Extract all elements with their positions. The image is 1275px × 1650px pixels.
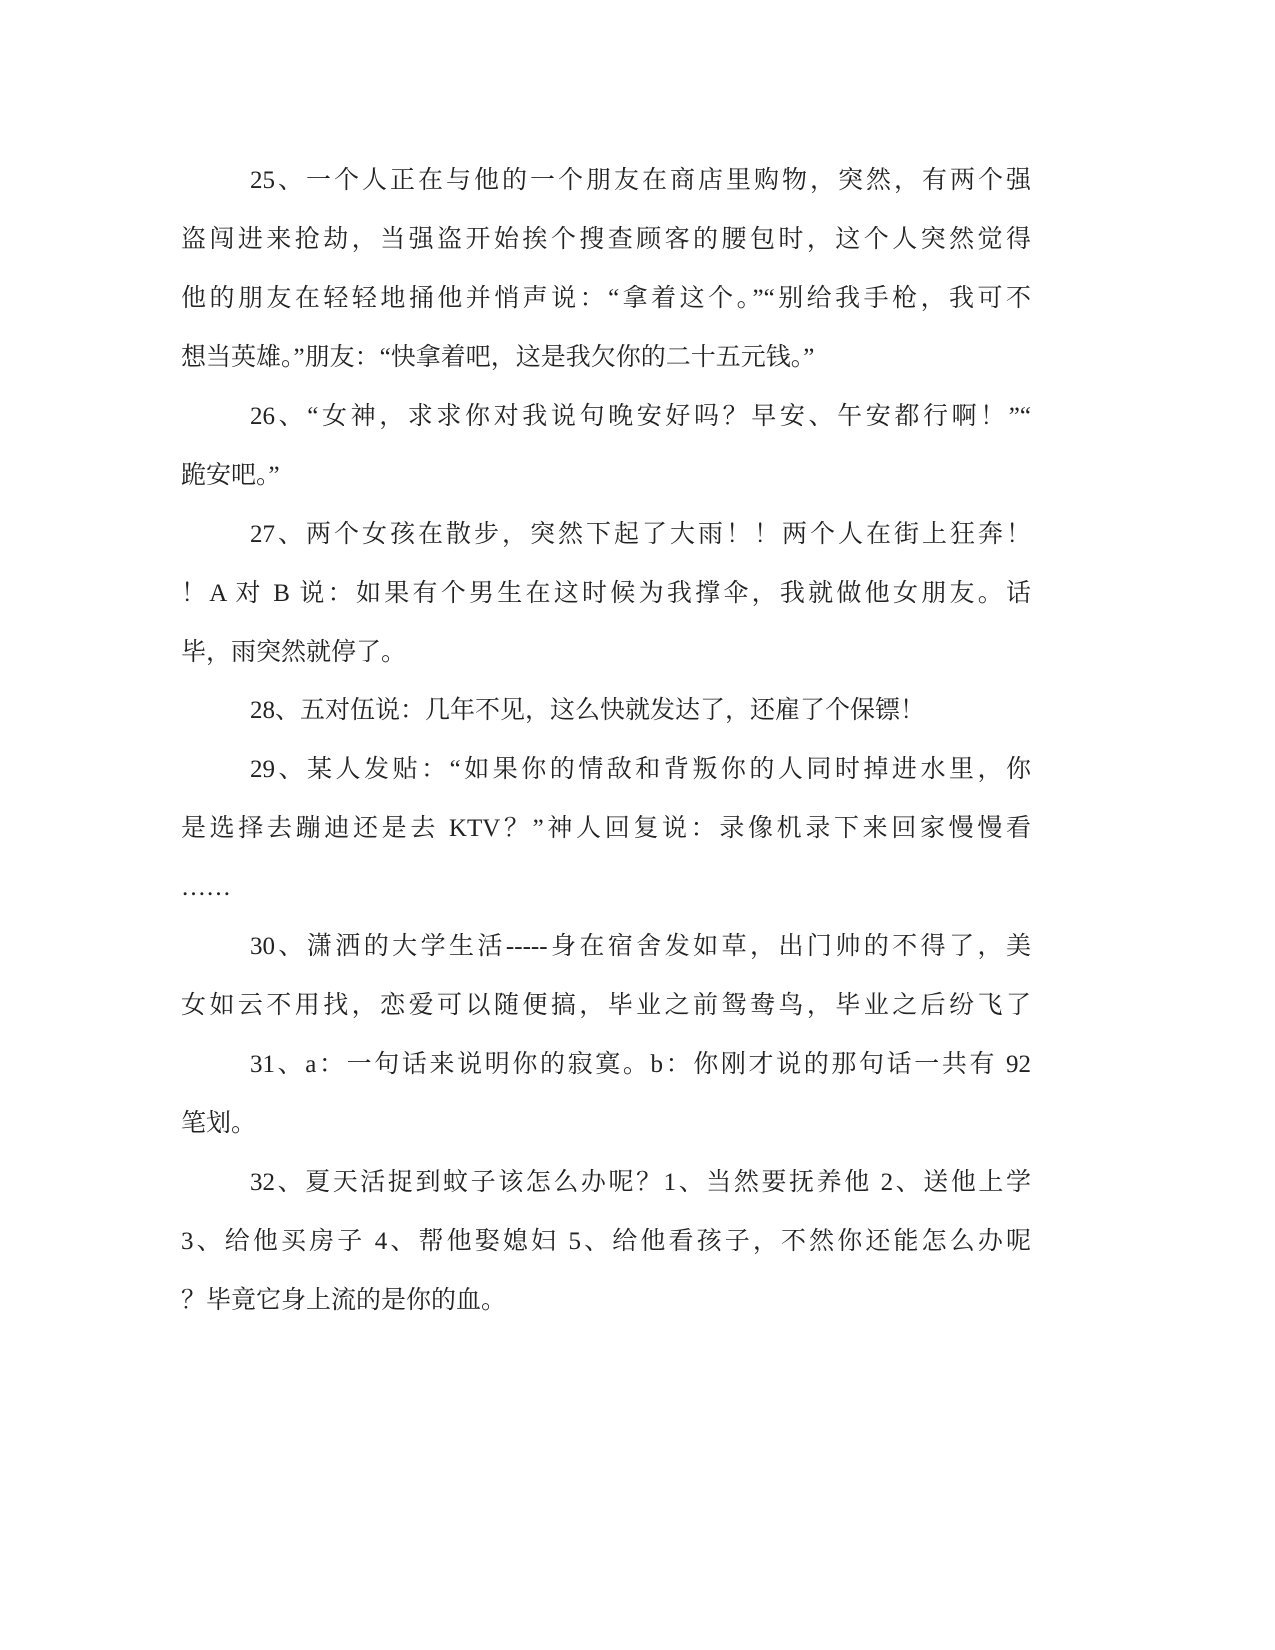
text-line: 26、“女神，求求你对我说句晚安好吗？早安、午安都行啊！”“: [250, 402, 1031, 430]
document-body: [181, 152, 1031, 1331]
text-line: 32、夏天活捉到蚊子该怎么办呢？1、当然要抚养他 2、送他上学: [250, 1168, 1031, 1196]
text-line: 29、某人发贴：“如果你的情敌和背叛你的人同时掉进水里，你: [250, 756, 1031, 784]
text-line: 28、五对伍说：几年不见，这么快就发达了，还雇了个保镖！: [250, 697, 926, 725]
text-line: 31、a：一句话来说明你的寂寞。b：你刚才说的那句话一共有 92: [250, 1051, 1031, 1079]
text-line: 27、两个女孩在散步，突然下起了大雨！！两个人在街上狂奔！: [250, 520, 1031, 548]
paragraph: [181, 741, 1031, 918]
paragraph: [181, 388, 1031, 506]
text-line: ？毕竟它身上流的是你的血。: [181, 1286, 507, 1314]
paragraph: [181, 682, 1031, 741]
text-line: 毕，雨突然就停了。: [181, 638, 407, 666]
text-line: 30、潇洒的大学生活-----身在宿舍发如草，出门帅的不得了，美: [250, 933, 1031, 961]
text-line: 跪安吧。”: [181, 461, 280, 489]
text-line: 盗闯进来抢劫，当强盗开始挨个搜查顾客的腰包时，这个人突然觉得: [181, 225, 1031, 253]
text-line: 3、给他买房子 4、帮他娶媳妇 5、给他看孩子，不然你还能怎么办呢: [181, 1227, 1031, 1255]
text-line: 女如云不用找，恋爱可以随便搞，毕业之前鸳鸯鸟，毕业之后纷飞了: [181, 992, 1031, 1020]
paragraph: [181, 152, 1031, 388]
paragraph: [181, 918, 1031, 1036]
text-line: 是选择去蹦迪还是去 KTV？”神人回复说：录像机录下来回家慢慢看: [181, 815, 1031, 843]
text-line: 他的朋友在轻轻地捅他并悄声说：“拿着这个。”“别给我手枪，我可不: [181, 284, 1031, 312]
paragraph: [181, 1036, 1031, 1154]
paragraph: [181, 506, 1031, 683]
text-line: 25、一个人正在与他的一个朋友在商店里购物，突然，有两个强: [250, 167, 1031, 194]
text-line: ……: [181, 874, 231, 902]
text-line: 笔划。: [181, 1110, 257, 1137]
paragraph: [181, 1154, 1031, 1331]
text-line: 想当英雄。”朋友：“快拿着吧，这是我欠你的二十五元钱。”: [181, 343, 815, 371]
text-line: ！A 对 B 说：如果有个男生在这时候为我撑伞，我就做他女朋友。话: [181, 579, 1031, 607]
